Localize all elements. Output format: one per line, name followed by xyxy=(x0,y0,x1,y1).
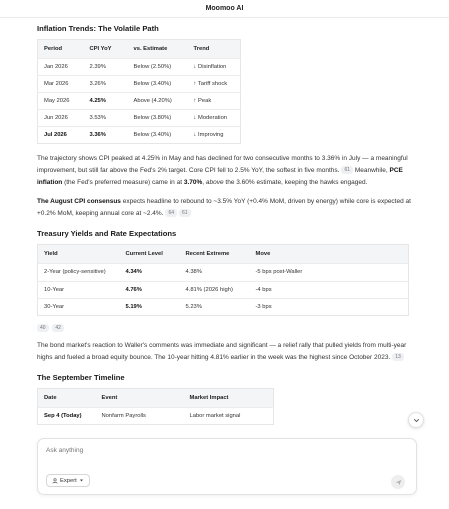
chevron-down-icon xyxy=(413,417,420,424)
table-cell: Mar 2026 xyxy=(38,76,84,93)
table-cell: Nonfarm Payrolls xyxy=(96,407,184,424)
paragraph-text: Meanwhile, xyxy=(353,166,390,174)
table-header-row xyxy=(38,40,241,59)
table-cell: 2.39% xyxy=(84,59,128,76)
table-cell: Sep 4 (Today) xyxy=(38,407,96,424)
top-bar xyxy=(0,0,449,18)
table-cell: ↓ Moderation xyxy=(188,110,241,127)
mode-selector-button[interactable] xyxy=(46,474,90,487)
table-cell: 3.36% xyxy=(84,127,128,144)
inflation-paragraph xyxy=(37,153,412,188)
treasury-table xyxy=(37,244,409,316)
cpi-consensus-paragraph xyxy=(37,196,412,220)
chat-content[interactable] xyxy=(37,18,412,438)
table-cell: May 2026 xyxy=(38,93,84,110)
paragraph-text: The trajectory shows CPI peaked at 4.25% in May and has declined for two consecutive months to 3.36% in July — a meaningful improvement, but still far above the Fed's 2% target. Core CPI fell to 2.5% YoY, the softest in five months. xyxy=(37,155,408,174)
paragraph-text: the 3.60% estimate, keeping the hawks engaged. xyxy=(223,178,368,186)
table-cell: 5.23% xyxy=(180,298,250,315)
table-cell: 4.81% (2026 high) xyxy=(180,281,250,298)
send-icon xyxy=(395,479,402,486)
table-row xyxy=(38,127,241,144)
table-row xyxy=(38,407,274,424)
table-cell: Below (2.50%) xyxy=(128,59,188,76)
table-row xyxy=(38,110,241,127)
table-cell: ↑ Peak xyxy=(188,93,241,110)
column-header: Event xyxy=(96,388,184,407)
citation-badge[interactable]: 61 xyxy=(179,209,191,217)
treasury-heading: Treasury Yields and Rate Expectations xyxy=(37,228,177,238)
table-cell: -5 bps post-Waller xyxy=(250,263,409,281)
citation-badge[interactable]: 13 xyxy=(392,353,404,361)
paragraph-bold: 3.70% xyxy=(183,178,203,186)
inflation-table xyxy=(37,39,241,144)
table-cell: Jan 2026 xyxy=(38,59,84,76)
table-cell: -4 bps xyxy=(250,281,409,298)
table-header-row xyxy=(38,388,274,407)
citation-badge[interactable]: 64 xyxy=(165,209,177,217)
table-cell: 5.19% xyxy=(120,298,180,315)
bond-market-paragraph xyxy=(37,340,412,364)
table-cell: 3.53% xyxy=(84,110,128,127)
table-cell: 2-Year (policy-sensitive) xyxy=(38,263,120,281)
mode-label: Expert xyxy=(60,477,77,484)
table-cell: 30-Year xyxy=(38,298,120,315)
paragraph-text: , xyxy=(202,178,206,186)
table-cell: 3.26% xyxy=(84,76,128,93)
timeline-table xyxy=(37,388,274,425)
column-header: Trend xyxy=(188,40,241,59)
column-header: vs. Estimate xyxy=(128,40,188,59)
column-header: Market Impact xyxy=(184,388,274,407)
table-cell: 4.34% xyxy=(120,263,180,281)
paragraph-text: The bond market's reaction to Waller's comments was immediate and significant — a relief rally that pulled yields from multi-year highs and fueled a broad equity bounce. The 10-year hitting 4.81% earlier in the week was the highest since October 2023. xyxy=(37,341,407,361)
table-cell: Below (3.80%) xyxy=(128,110,188,127)
paragraph-bold: PCE inflation xyxy=(37,166,403,186)
column-header: Yield xyxy=(38,244,120,263)
column-header: Move xyxy=(250,244,409,263)
paragraph-bold: The August CPI consensus xyxy=(37,198,121,206)
scroll-to-bottom-button[interactable] xyxy=(408,412,424,428)
table-row xyxy=(38,59,241,76)
inflation-heading: Inflation Trends: The Volatile Path xyxy=(37,24,159,33)
citation-badge[interactable]: 61 xyxy=(341,166,353,174)
citation-row xyxy=(37,324,412,332)
table-cell: -3 bps xyxy=(250,298,409,315)
paragraph-italic: above xyxy=(205,178,224,186)
table-row xyxy=(38,263,409,281)
table-header-row xyxy=(38,244,409,263)
table-cell: 4.38% xyxy=(180,263,250,281)
table-cell: ↓ Disinflation xyxy=(188,59,241,76)
table-row xyxy=(38,298,409,315)
paragraph-text: (the Fed's preferred measure) came in at xyxy=(62,178,184,186)
table-cell: Above (4.20%) xyxy=(128,93,188,110)
table-cell: 10-Year xyxy=(38,281,120,298)
column-header: Recent Extreme xyxy=(180,244,250,263)
message-composer xyxy=(37,438,417,495)
table-cell: Below (3.40%) xyxy=(128,76,188,93)
app-title: Moomoo AI xyxy=(205,5,244,12)
table-row xyxy=(38,93,241,110)
column-header: CPI YoY xyxy=(84,40,128,59)
table-row xyxy=(38,281,409,298)
citation-badge[interactable]: 40 xyxy=(37,324,49,332)
caret-down-icon xyxy=(79,478,84,483)
table-row xyxy=(38,76,241,93)
paragraph-text: expects headline to rebound to ~3.5% YoY (+0.4% MoM, driven by energy) while core is expected at +0.2% MoM, keeping annual core at ~2.4%. xyxy=(37,198,411,218)
table-cell: ↑ Tariff shock xyxy=(188,76,241,93)
table-cell: ↓ Improving xyxy=(188,127,241,144)
expert-icon xyxy=(52,478,58,484)
table-cell: 4.76% xyxy=(120,281,180,298)
table-cell: Jul 2026 xyxy=(38,127,84,144)
column-header: Current Level xyxy=(120,244,180,263)
column-header: Period xyxy=(38,40,84,59)
table-cell: Below (3.40%) xyxy=(128,127,188,144)
citation-badge[interactable]: 42 xyxy=(52,324,64,332)
column-header: Date xyxy=(38,388,96,407)
send-button[interactable] xyxy=(391,475,405,489)
ask-input[interactable] xyxy=(46,447,346,454)
table-cell: Jun 2026 xyxy=(38,110,84,127)
table-cell: 4.25% xyxy=(84,93,128,110)
timeline-heading: The September Timeline xyxy=(37,372,125,382)
table-cell: Labor market signal xyxy=(184,407,274,424)
